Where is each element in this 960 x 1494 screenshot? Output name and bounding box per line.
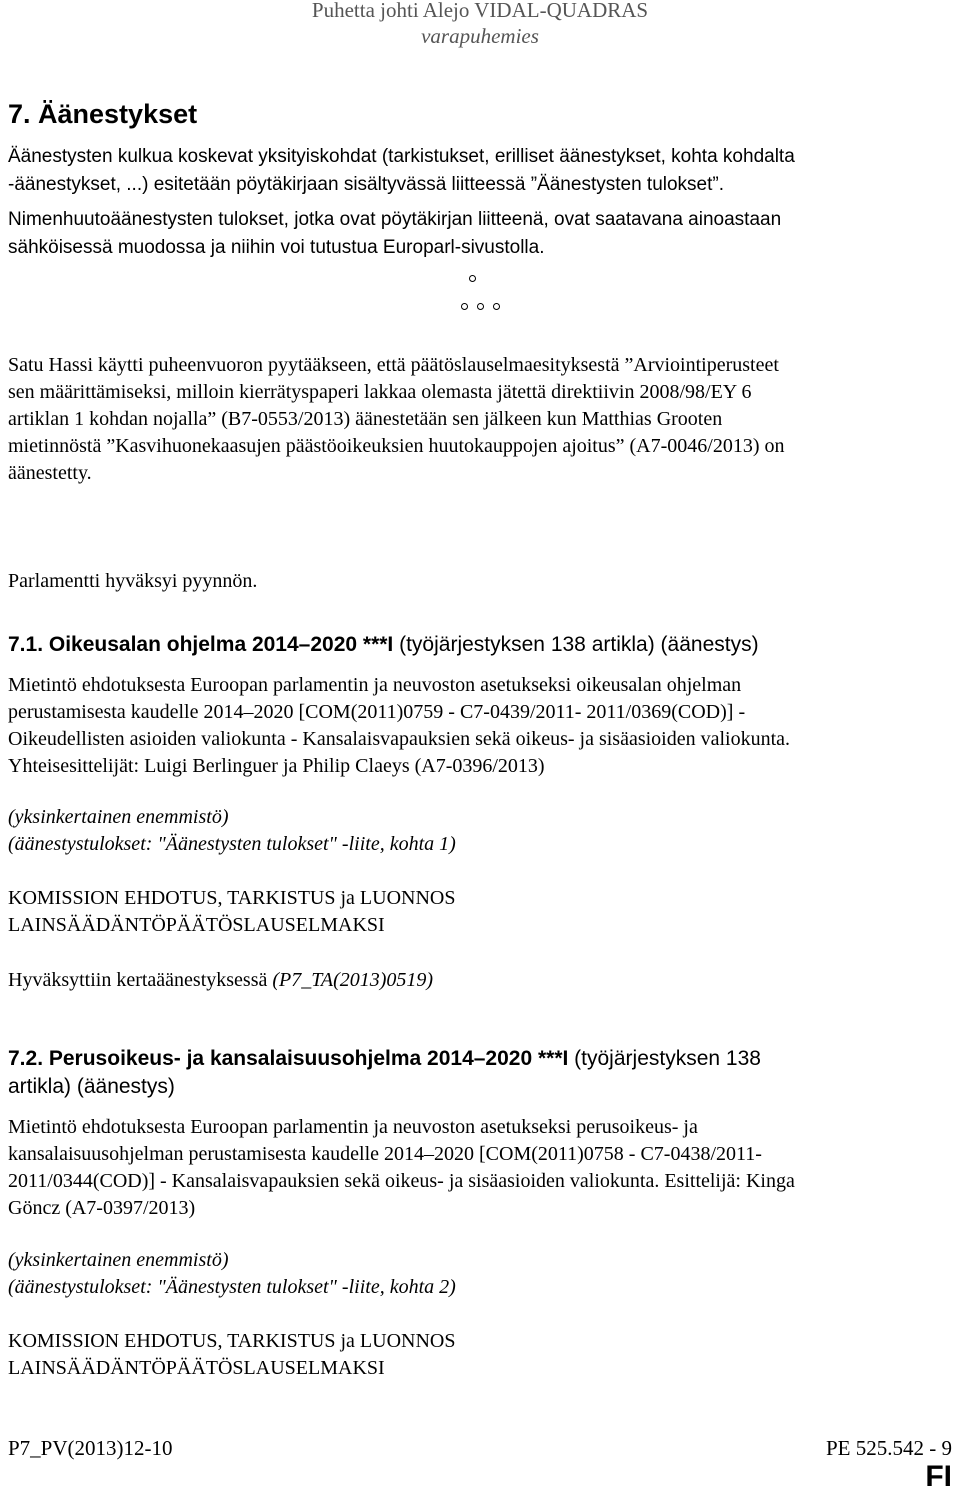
item-title-rest: artikla) (äänestys) (8, 1075, 175, 1098)
chair-line: Puhetta johti Alejo VIDAL-QUADRAS (311, 0, 649, 22)
ring-icon (469, 275, 476, 282)
results-reference: (äänestystulokset: "Äänestysten tulokset" -liite, kohta 2) (8, 1276, 456, 1298)
majority-note: (yksinkertainen enemmistö) (8, 1249, 229, 1271)
adopted-text (8, 967, 952, 994)
ring-icon (493, 303, 500, 310)
item-7-2-title (8, 1045, 952, 1101)
paragraph-line: Oikeudellisten asioiden valiokunta - Kansalaisvapauksien sekä oikeus- ja sisäasioiden valiokunta. (8, 728, 791, 750)
paragraph-line: sähköisessä muodossa ja niihin voi tutustua Europarl-sivustolla. (8, 237, 545, 258)
item-title-rest: (työjärjestyksen 138 artikla) (äänestys) (393, 633, 759, 656)
item-7-1-body (8, 672, 952, 780)
footer-doc-ref: P7_PV(2013)12-10 (8, 1436, 173, 1460)
approval-text: Parlamentti hyväksyi pyynnön. (8, 570, 258, 592)
paragraph-line: äänestetty. (8, 462, 92, 484)
roll-call-paragraph (8, 206, 952, 262)
paragraph-line: Göncz (A7-0397/2013) (8, 1197, 196, 1219)
item-title-bold: Perusoikeus- ja kansalaisuusohjelma 2014–2020 ***I (48, 1047, 569, 1070)
footer-language-code: FI (925, 1460, 952, 1493)
section-title: 7. Äänestykset (8, 99, 198, 129)
results-reference: (äänestystulokset: "Äänestysten tulokset" -liite, kohta 1) (8, 833, 456, 855)
paragraph-line: sen määrittämiseksi, milloin kierrätyspaperi lakkaa olemasta jätettä direktiivin 2008/98/EY 6 (8, 381, 752, 403)
proposal-line: KOMISSION EHDOTUS, TARKISTUS ja LUONNOS (8, 887, 456, 909)
paragraph-line: -äänestykset, ...) esitetään pöytäkirjaan sisältyvässä liitteessä ”Äänestysten tulokset”. (8, 174, 724, 195)
paragraph-line: Mietintö ehdotuksesta Euroopan parlamentin ja neuvoston asetukseksi oikeusalan ohjelman (8, 674, 742, 696)
item-title-rest: (työjärjestyksen 138 (568, 1047, 761, 1070)
ring-icon (477, 303, 484, 310)
paragraph-line: kansalaisuusohjelman perustamisesta kaudelle 2014–2020 [COM(2011)0758 - C7-0438/2011- (8, 1143, 762, 1165)
paragraph-line: mietinnöstä ”Kasvihuonekaasujen päästöoikeuksien huutokauppojen ajoitus” (A7-0046/2013) on (8, 435, 785, 457)
majority-note: (yksinkertainen enemmistö) (8, 806, 229, 828)
item-title-bold: Oikeusalan ohjelma 2014–2020 ***I (48, 633, 394, 656)
hassi-request-paragraph (8, 352, 952, 487)
item-number: 7.2. (8, 1047, 44, 1070)
item-7-2-body (8, 1114, 952, 1222)
proposal-line: LAINSÄÄDÄNTÖPÄÄTÖSLAUSELMAKSI (8, 1357, 385, 1379)
proposal-line: LAINSÄÄDÄNTÖPÄÄTÖSLAUSELMAKSI (8, 914, 385, 936)
paragraph-line: artiklan 1 kohdan nojalla” (B7-0553/2013) äänestetään sen jälkeen kun Matthias Grooten (8, 408, 723, 430)
paragraph-line: Satu Hassi käytti puheenvuoron pyytääkseen, että päätöslauselmaesityksestä ”Arviointiperusteet (8, 354, 779, 376)
paragraph-line: Äänestysten kulkua koskevat yksityiskohdat (tarkistukset, erilliset äänestykset, kohta kohdalta (8, 146, 795, 167)
paragraph-line: perustamisesta kaudelle 2014–2020 [COM(2011)0759 - C7-0439/2011- 2011/0369(COD)] - (8, 701, 746, 723)
chair-role: varapuhemies (421, 24, 539, 48)
item-7-1-title (8, 631, 952, 659)
proposal-heading (8, 1328, 952, 1382)
adopted-prefix: Hyväksyttiin kertaäänestyksessä (8, 969, 273, 991)
votes-intro-paragraph (8, 143, 952, 199)
proposal-heading (8, 885, 952, 939)
proposal-line: KOMISSION EHDOTUS, TARKISTUS ja LUONNOS (8, 1330, 456, 1352)
ring-icon (461, 303, 468, 310)
item-number: 7.1. (8, 633, 44, 656)
footer-page-ref: PE 525.542 - 9 (826, 1436, 952, 1460)
section-divider-rings (460, 275, 510, 315)
paragraph-line: Nimenhuutoäänestysten tulokset, jotka ovat pöytäkirjan liitteenä, ovat saatavana ainoastaan (8, 209, 782, 230)
minutes-page (8, 0, 952, 1494)
paragraph-line: Yhteisesittelijät: Luigi Berlinguer ja Philip Claeys (A7-0396/2013) (8, 755, 545, 777)
paragraph-line: 2011/0344(COD)] - Kansalaisvapauksien sekä oikeus- ja sisäasioiden valiokunta. Esittelijä: Kinga (8, 1170, 795, 1192)
paragraph-line: Mietintö ehdotuksesta Euroopan parlamentin ja neuvoston asetukseksi perusoikeus- ja (8, 1116, 698, 1138)
adopted-ref: (P7_TA(2013)0519) (272, 969, 434, 991)
